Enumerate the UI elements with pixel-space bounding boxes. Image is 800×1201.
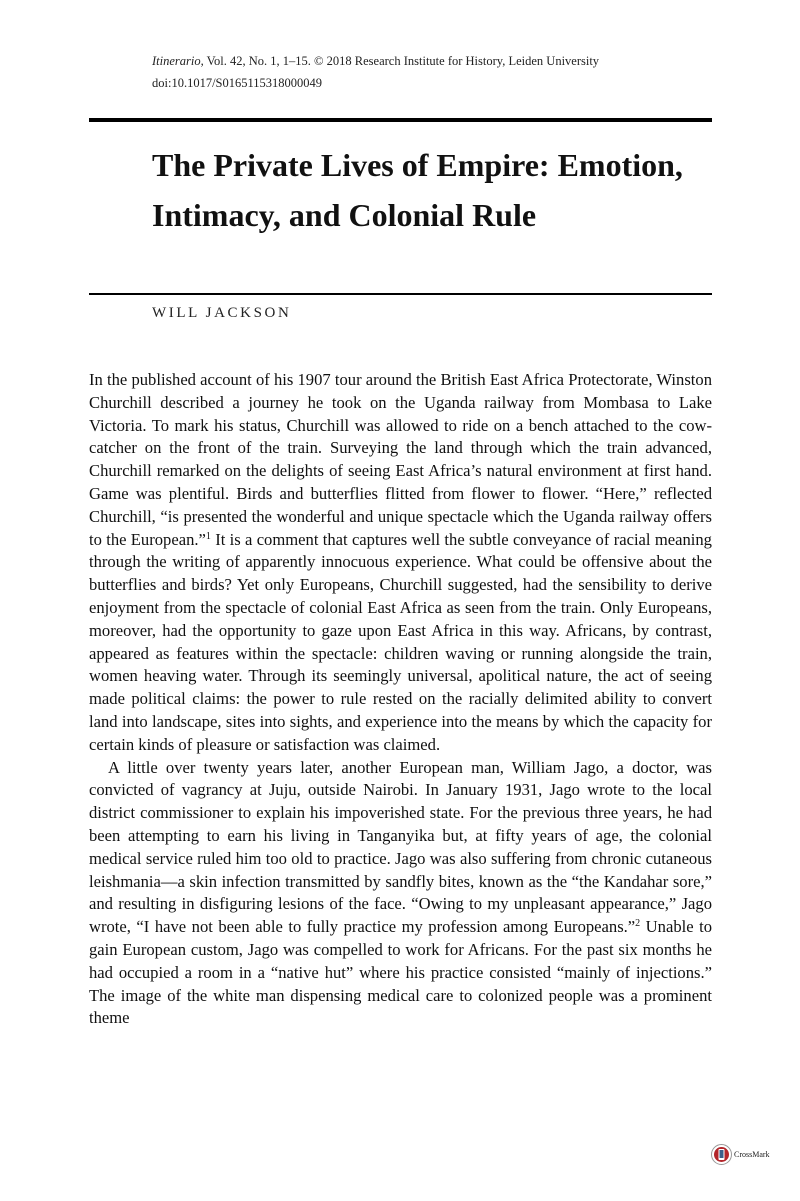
paragraph-2-text-a: A little over twenty years later, another European man, William Jago, a doctor, was convicted of vagrancy at Juju, outside Nairobi. In January 1931, Jago wrote to the local district commissioner to explain his impoverished state. For the previous three years, he had been attempting to earn his living in Tanganyika but, at fifty years of age, the colonial medical service ruled him too old to practice. Jago was also suffering from chronic cutaneous leishmania—a skin infection transmitted by sandfly bites, known as the “the Kandahar sore,” and resulting in disfiguring lesions of the face. “Owing to my unpleasant appearance,” Jago wrote, “I have not been able to fully practice my profession among Europeans.” xyxy=(89,757,712,937)
paragraph-1-text-a: In the published account of his 1907 tour around the British East Africa Protectorate, Winston Churchill described a journey he took on the Uganda railway from Mombasa to Lake Victoria. To mark his status, Churchill was allowed to ride on a bench attached to the cow-catcher on the front of the train. Surveying the land through which the train advanced, Churchill remarked on the delights of seeing East Africa’s natural environment at first hand. Game was plentiful. Birds and butterflies flitted from flower to flower. “Here,” reflected Churchill, “is presented the wonderful and unique spectacle which the Uganda railway offers to the European.” xyxy=(89,370,712,549)
article-title xyxy=(152,140,712,240)
footnote-ref-2[interactable]: 2 xyxy=(635,918,641,930)
crossmark-badge[interactable] xyxy=(711,1144,770,1165)
crossmark-icon xyxy=(711,1144,732,1165)
footnote-ref-1[interactable]: 1 xyxy=(205,530,211,542)
doi[interactable]: doi:10.1017/S0165115318000049 xyxy=(152,76,323,90)
paragraph-1-text-b: It is a comment that captures well the subtle conveyance of racial meaning through the writing of apparently innocuous experience. What could be offensive about the butterflies and birds? Yet only Europeans, Churchill suggested, had the sensibility to derive enjoyment from the spectacle of colonial East Africa as seen from the train. Only Europeans, moreover, had the opportunity to gaze upon East Africa in this way. Africans, by contrast, appeared as features within the spectacle: children waving or running alongside the train, women heaving water. Through its seemingly universal, apolitical nature, the act of seeing made political claims: the power to rule rested on the racially delimited ability to convert land into landscape, sites into sights, and experience into the means by which the capacity for certain kinds of pleasure or satisfaction was claimed. xyxy=(89,529,712,754)
top-rule xyxy=(89,118,712,122)
paragraph-2-text-b: Unable to gain European custom, Jago was compelled to work for Africans. For the past six months he had occupied a room in a “native hut” where his practice consisted “mainly of injections.” The image of the white man dispensing medical care to colonized people was a prominent theme xyxy=(89,917,713,1028)
journal-header xyxy=(152,50,599,94)
title-line-1: The Private Lives of Empire: Emotion, xyxy=(152,147,683,183)
citation-details: Vol. 42, No. 1, 1–15. © 2018 Research Institute for History, Leiden University xyxy=(203,54,600,68)
paragraph-2 xyxy=(89,757,712,1031)
citation-line xyxy=(152,50,599,72)
author-name: WILL JACKSON xyxy=(152,305,292,321)
article-body xyxy=(89,369,712,1030)
crossmark-label: CrossMark xyxy=(734,1150,770,1159)
author-rule xyxy=(89,293,712,295)
journal-name: Itinerario, xyxy=(152,54,204,68)
title-line-2: Intimacy, and Colonial Rule xyxy=(152,197,537,233)
paragraph-1 xyxy=(89,369,712,757)
